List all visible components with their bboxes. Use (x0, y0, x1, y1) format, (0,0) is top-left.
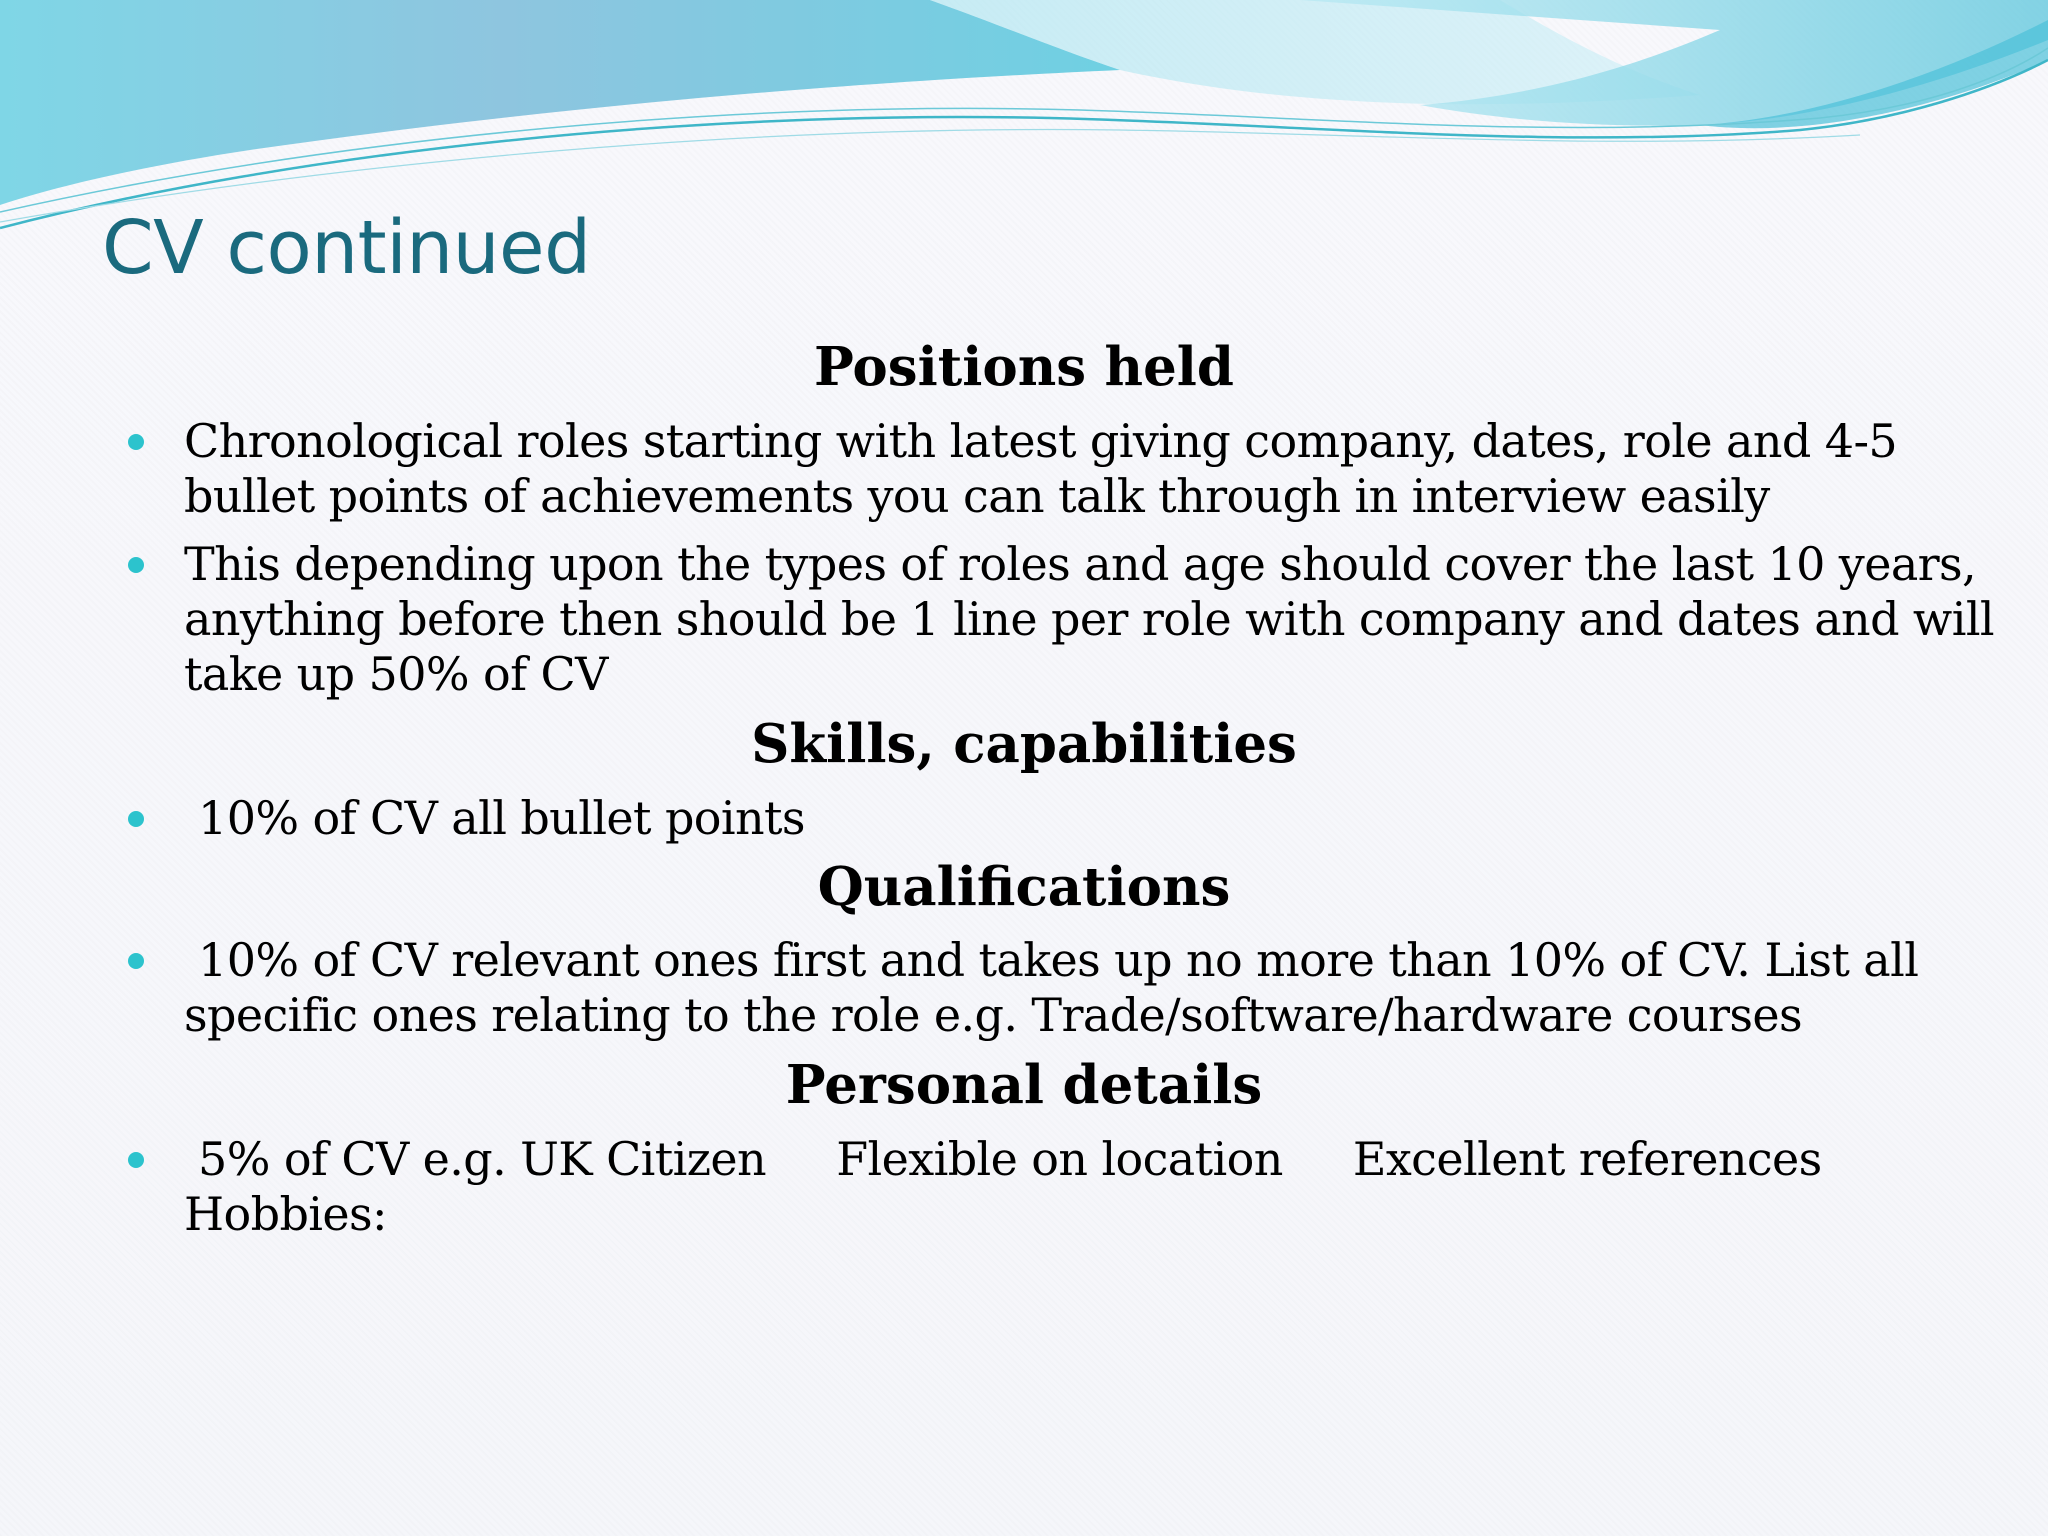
bullet-text-line: bullet points of achievements you can talk through in interview easily (184, 469, 1770, 523)
bullet-text-line: specific ones relating to the role e.g. Trade/software/hardware courses (184, 988, 1803, 1042)
section-heading-personal-details: Personal details (785, 1054, 1263, 1116)
bullet-text-line: This depending upon the types of roles and age should cover the last 10 years, (184, 537, 1977, 591)
bullet-text-line: 10% of CV all bullet points (184, 791, 805, 845)
bullet-dot (128, 557, 144, 573)
bullet-dot (128, 1152, 144, 1168)
bullet-text-line: 10% of CV relevant ones first and takes up no more than 10% of CV. List all (184, 933, 1919, 987)
bullet-text-line: Hobbies: (184, 1187, 387, 1241)
bullet-dot (128, 953, 144, 969)
slide-title: CV continued (102, 205, 591, 291)
bullet-text-line: Chronological roles starting with latest giving company, dates, role and 4-5 (184, 414, 1898, 468)
bullet-dot (128, 434, 144, 450)
bullet-dot (128, 811, 144, 827)
bullet-text-line: take up 50% of CV (184, 647, 608, 701)
bullet-text-line: anything before then should be 1 line per role with company and dates and will (184, 592, 1995, 646)
section-heading-skills: Skills, capabilities (751, 713, 1297, 775)
wave-banner-decoration (0, 0, 2048, 240)
section-heading-qualifications: Qualifications (817, 856, 1231, 918)
section-heading-positions-held: Positions held (814, 336, 1234, 398)
bullet-text-line: 5% of CV e.g. UK Citizen Flexible on location Excellent references (184, 1132, 1822, 1186)
